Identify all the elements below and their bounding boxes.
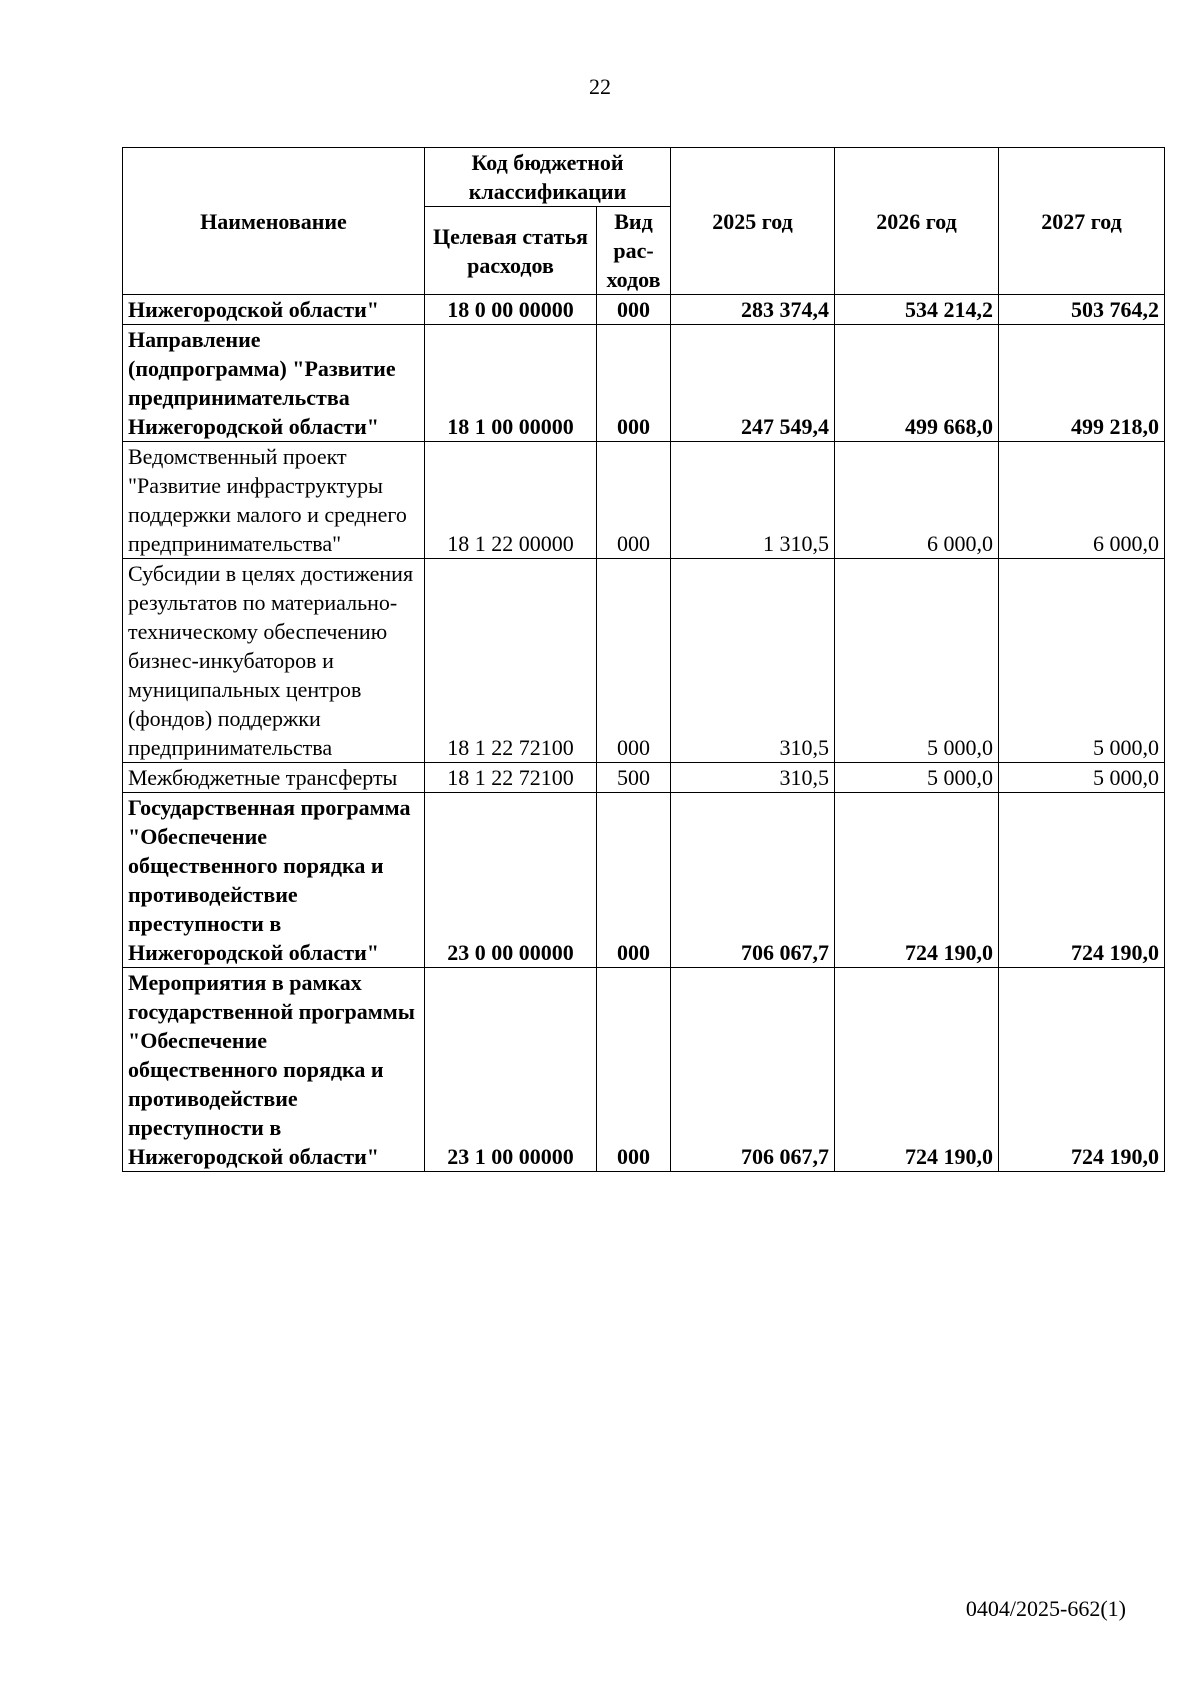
row-target-article: 18 1 22 00000 xyxy=(425,442,597,559)
row-expense-type: 000 xyxy=(597,559,671,763)
row-name: Государственная программа "Обеспечение общественного порядка и противодействие преступности в Нижегородской области" xyxy=(123,793,425,968)
row-value-2026: 724 190,0 xyxy=(835,793,999,968)
budget-table xyxy=(122,147,1165,1172)
row-value-2025: 310,5 xyxy=(671,559,835,763)
header-target-article: Целевая статья расходов xyxy=(425,207,597,295)
row-value-2027: 724 190,0 xyxy=(999,793,1165,968)
header-year-2026: 2026 год xyxy=(835,148,999,295)
table-body xyxy=(123,295,1165,1172)
row-value-2026: 534 214,2 xyxy=(835,295,999,325)
row-value-2027: 6 000,0 xyxy=(999,442,1165,559)
row-expense-type: 000 xyxy=(597,325,671,442)
row-name: Субсидии в целях достижения результатов по материально-техническому обеспечению бизнес-инкубаторов и муниципальных центров (фондов) поддержки предпринимательства xyxy=(123,559,425,763)
header-budget-code: Код бюджетной классификации xyxy=(425,148,671,207)
row-value-2027: 503 764,2 xyxy=(999,295,1165,325)
table-row xyxy=(123,793,1165,968)
table-row xyxy=(123,295,1165,325)
header-expense-type: Вид рас-ходов xyxy=(597,207,671,295)
table-row xyxy=(123,559,1165,763)
row-value-2025: 283 374,4 xyxy=(671,295,835,325)
table-header xyxy=(123,148,1165,295)
row-expense-type: 000 xyxy=(597,968,671,1172)
row-target-article: 18 0 00 00000 xyxy=(425,295,597,325)
table-row xyxy=(123,763,1165,793)
table-row xyxy=(123,325,1165,442)
row-value-2027: 499 218,0 xyxy=(999,325,1165,442)
row-target-article: 18 1 00 00000 xyxy=(425,325,597,442)
row-value-2026: 724 190,0 xyxy=(835,968,999,1172)
header-year-2027: 2027 год xyxy=(999,148,1165,295)
row-name: Мероприятия в рамках государственной программы "Обеспечение общественного порядка и противодействие преступности в Нижегородской области" xyxy=(123,968,425,1172)
row-name: Нижегородской области" xyxy=(123,295,425,325)
row-target-article: 18 1 22 72100 xyxy=(425,763,597,793)
row-expense-type: 500 xyxy=(597,763,671,793)
row-target-article: 18 1 22 72100 xyxy=(425,559,597,763)
row-target-article: 23 1 00 00000 xyxy=(425,968,597,1172)
row-value-2025: 706 067,7 xyxy=(671,968,835,1172)
row-name: Межбюджетные трансферты xyxy=(123,763,425,793)
row-expense-type: 000 xyxy=(597,793,671,968)
header-year-2025: 2025 год xyxy=(671,148,835,295)
table-row xyxy=(123,442,1165,559)
row-value-2025: 310,5 xyxy=(671,763,835,793)
page-number: 22 xyxy=(589,74,611,99)
row-name: Направление (подпрограмма) "Развитие предпринимательства Нижегородской области" xyxy=(123,325,425,442)
row-value-2025: 706 067,7 xyxy=(671,793,835,968)
row-value-2026: 5 000,0 xyxy=(835,559,999,763)
row-value-2025: 247 549,4 xyxy=(671,325,835,442)
row-target-article: 23 0 00 00000 xyxy=(425,793,597,968)
document-code: 0404/2025-662(1) xyxy=(965,1596,1126,1621)
row-value-2027: 5 000,0 xyxy=(999,559,1165,763)
row-value-2025: 1 310,5 xyxy=(671,442,835,559)
row-expense-type: 000 xyxy=(597,442,671,559)
row-name: Ведомственный проект "Развитие инфраструктуры поддержки малого и среднего предпринимательства" xyxy=(123,442,425,559)
row-value-2026: 5 000,0 xyxy=(835,763,999,793)
header-name: Наименование xyxy=(123,148,425,295)
table-row xyxy=(123,968,1165,1172)
row-expense-type: 000 xyxy=(597,295,671,325)
row-value-2026: 499 668,0 xyxy=(835,325,999,442)
row-value-2026: 6 000,0 xyxy=(835,442,999,559)
row-value-2027: 5 000,0 xyxy=(999,763,1165,793)
row-value-2027: 724 190,0 xyxy=(999,968,1165,1172)
